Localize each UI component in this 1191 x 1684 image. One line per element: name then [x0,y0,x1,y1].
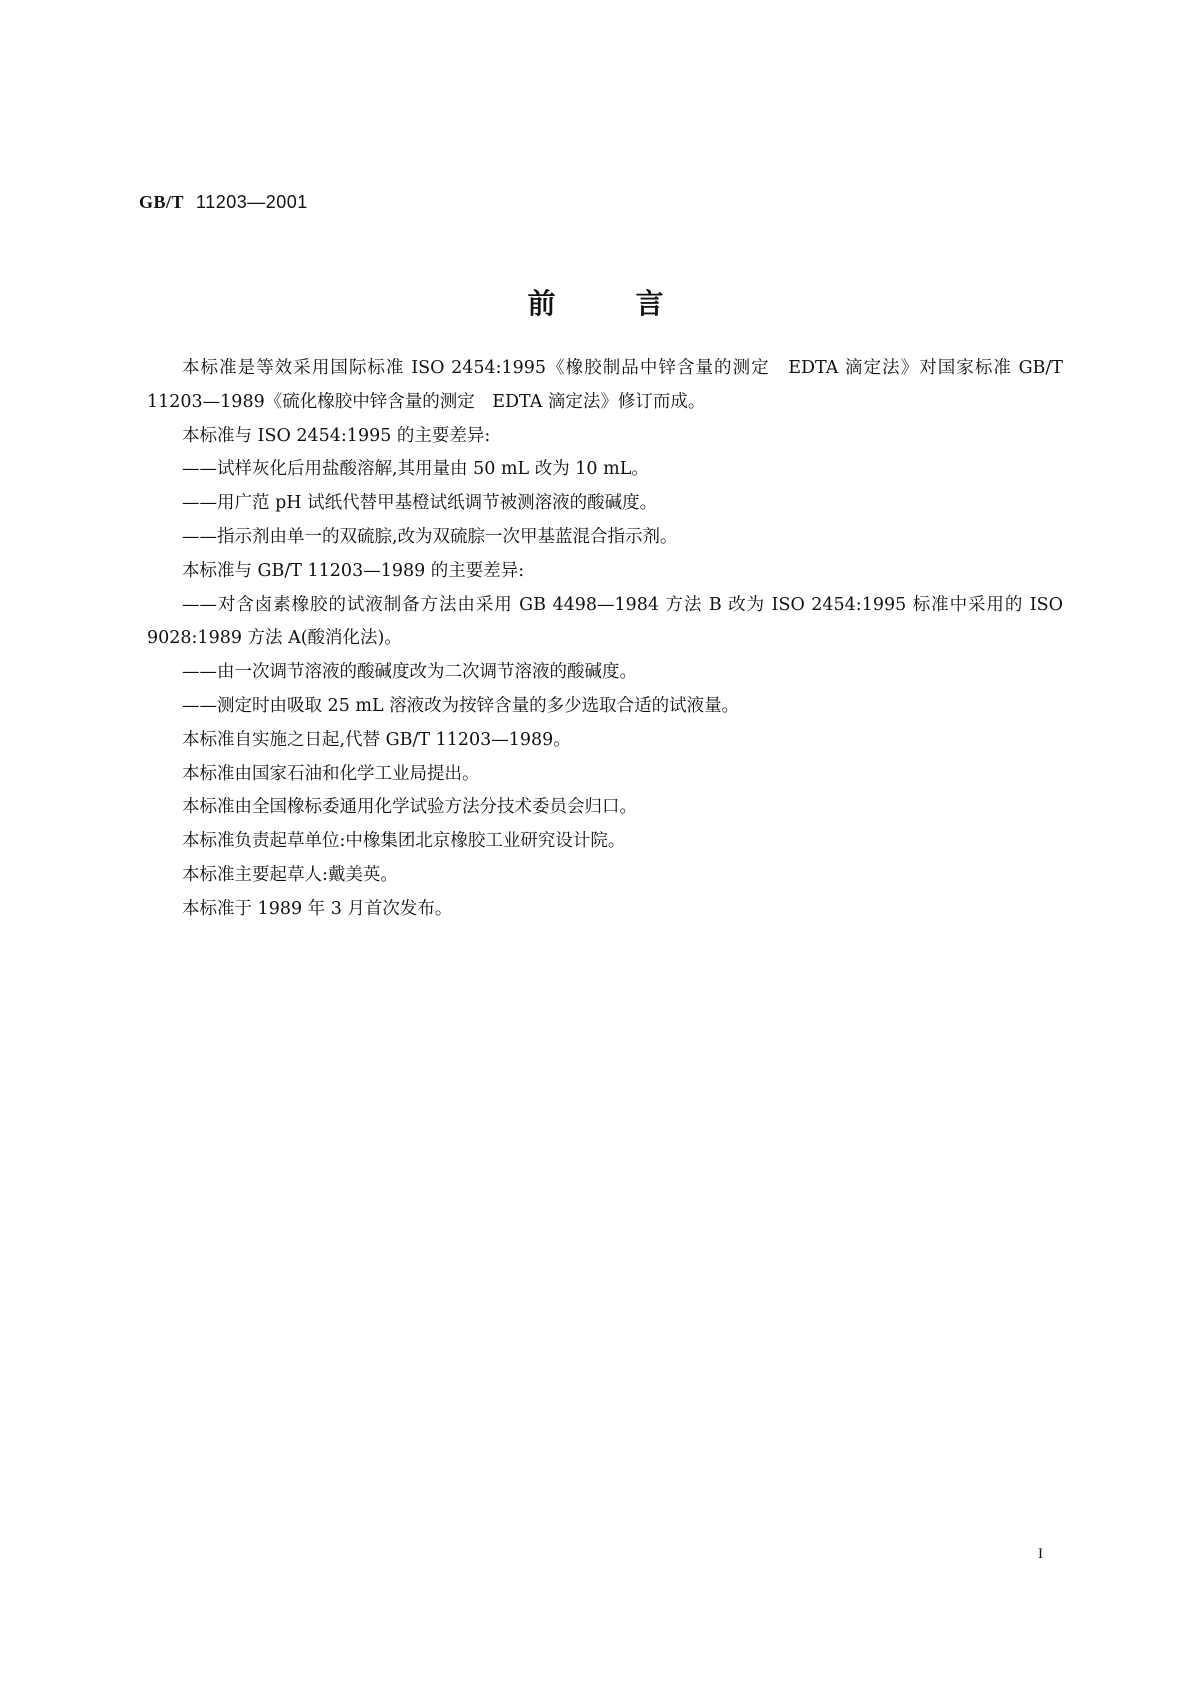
page-number: I [1038,1546,1043,1562]
list-item-gb-diff-3: ——测定时由吸取 25 mL 溶液改为按锌含量的多少选取合适的试液量。 [182,695,740,716]
paragraph-proposer: 本标准由国家石油和化学工业局提出。 [182,763,480,784]
standard-code [139,192,308,213]
list-item-iso-diff-2: ——用广范 pH 试纸代替甲基橙试纸调节被测溶液的酸碱度。 [182,493,658,514]
title-char-2: 言 [635,287,664,320]
list-item-iso-diff-3: ——指示剂由单一的双硫腙,改为双硫腙一次甲基蓝混合指示剂。 [182,526,678,547]
list-item-iso-diff-1: ——试样灰化后用盐酸溶解,其用量由 50 mL 改为 10 mL。 [182,459,649,480]
paragraph-iso-differences-heading: 本标准与 ISO 2454:1995 的主要差异: [182,425,491,446]
list-item-gb-diff-1: ——对含卤素橡胶的试液制备方法由采用 GB 4498—1984 方法 B 改为 ISO 2454:1995 标准中采用的 ISO 9028:1989 方法 A(酸消化法)。 [147,594,1063,649]
paragraph-adoption: 本标准是等效采用国际标准 ISO 2454:1995《橡胶制品中锌含量的测定 EDTA 滴定法》对国家标准 GB/T 11203—1989《硫化橡胶中锌含量的测定 EDTA 滴定法》修订而成。 [147,358,1063,412]
paragraph-replacement: 本标准自实施之日起,代替 GB/T 11203—1989。 [182,729,571,750]
standard-prefix: GB/T [139,192,185,212]
paragraph-drafting-unit: 本标准负责起草单位:中橡集团北京橡胶工业研究设计院。 [182,831,626,852]
list-item-gb-diff-2: ——由一次调节溶液的酸碱度改为二次调节溶液的酸碱度。 [182,662,637,683]
page-title [0,282,1191,322]
paragraph-drafter: 本标准主要起草人:戴美英。 [182,864,398,885]
paragraph-first-release: 本标准于 1989 年 3 月首次发布。 [182,898,453,919]
standard-number: 11203—2001 [196,192,308,212]
paragraph-committee: 本标准由全国橡标委通用化学试验方法分技术委员会归口。 [182,797,637,818]
title-char-1: 前 [527,287,556,320]
foreword-body [147,352,1063,927]
paragraph-gb-differences-heading: 本标准与 GB/T 11203—1989 的主要差异: [182,560,525,581]
